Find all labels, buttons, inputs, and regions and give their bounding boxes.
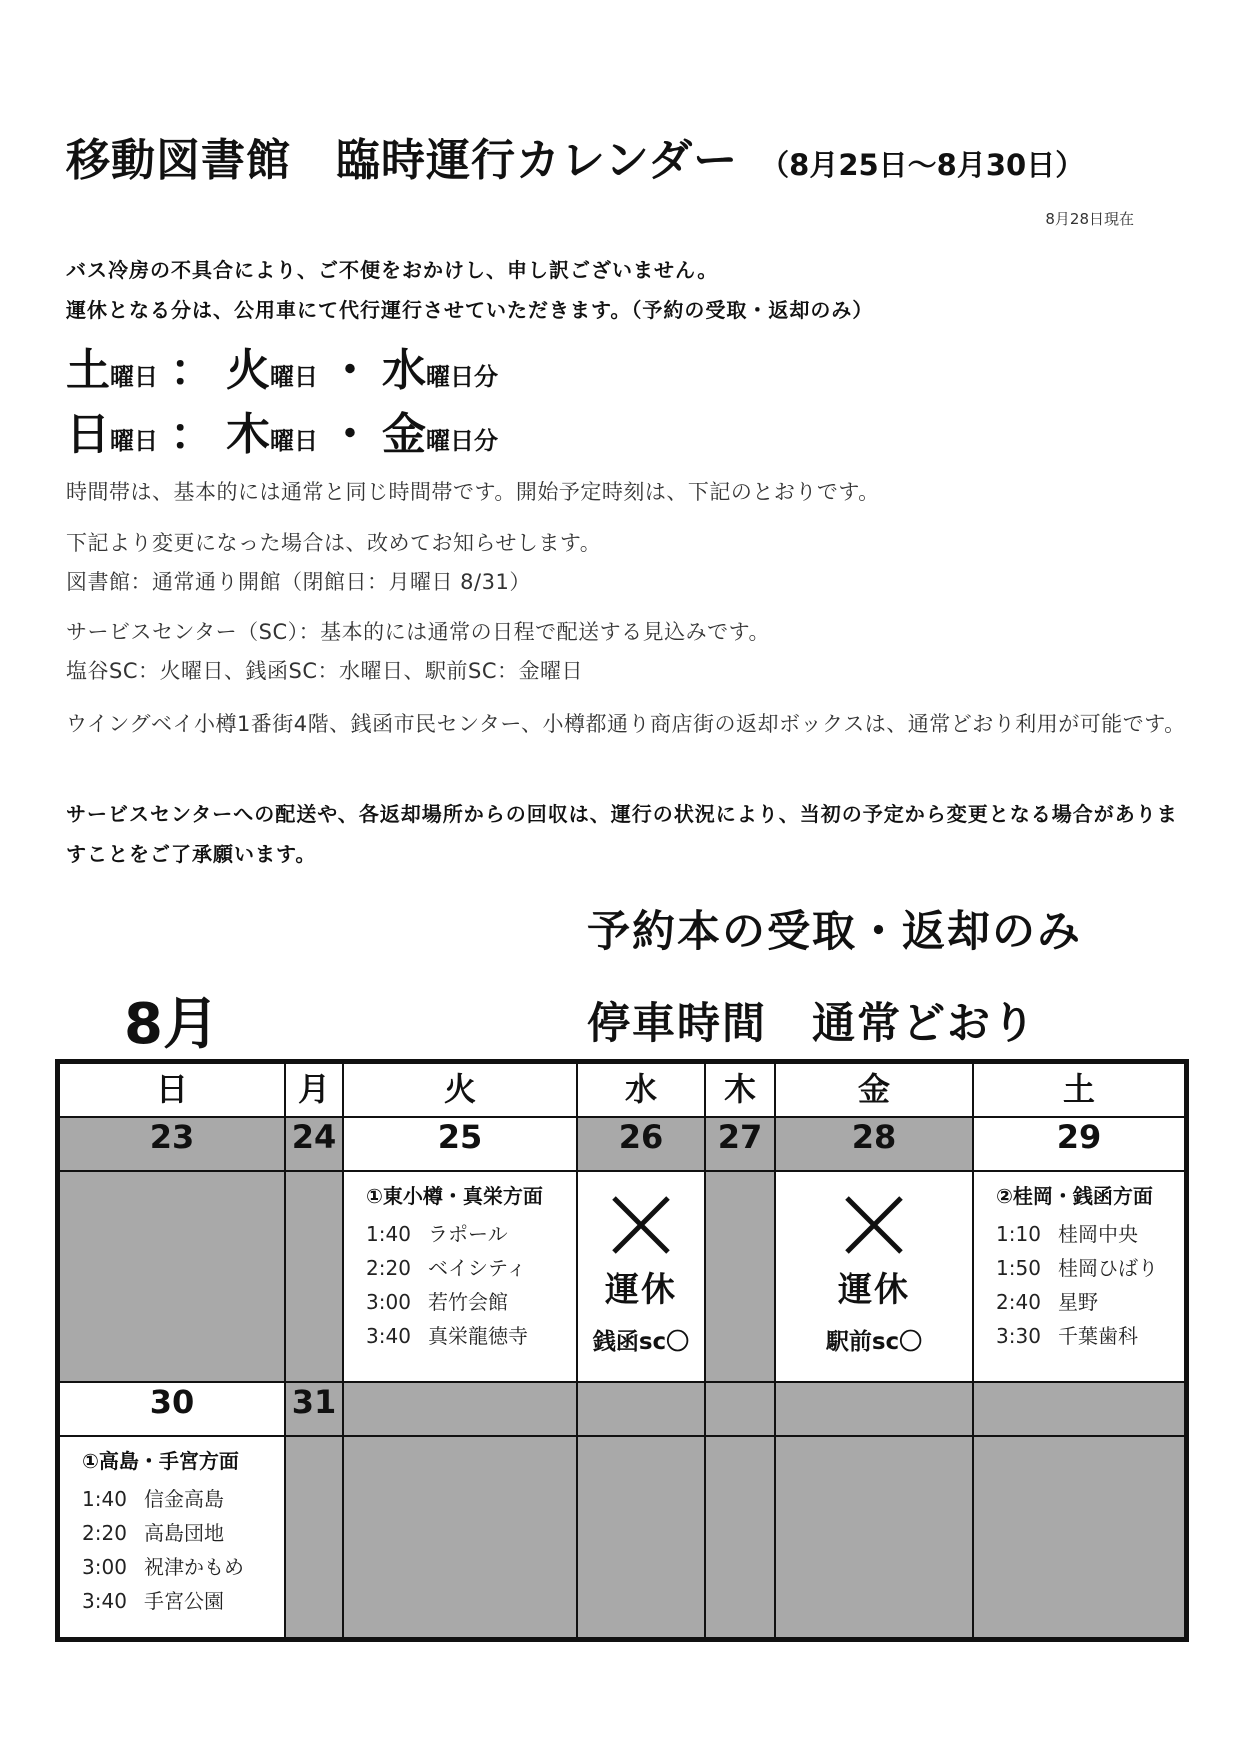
date-cell-empty: [343, 1382, 577, 1436]
pickup-return-heading: 予約本の受取・返却のみ: [587, 907, 1082, 957]
route-stop: [996, 1285, 1184, 1319]
day-content-empty: [577, 1436, 705, 1638]
route-stop: [996, 1251, 1184, 1285]
weekday-header: 木: [705, 1063, 775, 1117]
route-stop: [82, 1516, 284, 1550]
weekday-header: 金: [775, 1063, 973, 1117]
route-stop: [366, 1319, 576, 1353]
day-content-empty: [285, 1436, 343, 1638]
schedule-replaced-day-2-suffix: 曜日分: [426, 427, 498, 455]
service-center-days: 塩谷SC：火曜日、銭函SC：水曜日、駅前SC：金曜日: [66, 659, 583, 683]
stop-place: ベイシティ: [428, 1256, 527, 1280]
stop-place: 信金高島: [144, 1487, 224, 1511]
stop-place: 若竹会館: [428, 1290, 508, 1314]
stop-place: 桂岡ひばり: [1058, 1256, 1158, 1280]
as-of-date: 8月28日現在: [1045, 210, 1134, 228]
page-title: 移動図書館 臨時運行カレンダー: [66, 135, 739, 186]
schedule-colon: ：: [170, 345, 214, 396]
stop-place: 祝津かもめ: [144, 1555, 244, 1579]
route-stop: [366, 1217, 576, 1251]
schedule-replaced-day-1: 木: [226, 409, 270, 460]
schedule-line-sun: [66, 398, 498, 462]
date-cell: 27: [705, 1117, 775, 1171]
route-stop: [366, 1251, 576, 1285]
route-cell-sat29: [973, 1171, 1185, 1382]
route-stop: [996, 1319, 1184, 1353]
stop-time: 2:20: [366, 1256, 411, 1280]
date-cell: 23: [59, 1117, 285, 1171]
service-center-note: サービスセンター（SC）：基本的には通常の日程で配送する見込みです。: [66, 620, 770, 644]
stop-place: ラポール: [428, 1222, 508, 1246]
schedule-replaced-day-1-suffix: 曜日: [270, 363, 318, 391]
weekday-header: 火: [343, 1063, 577, 1117]
route-stop: [82, 1584, 284, 1618]
stop-time: 1:50: [996, 1256, 1041, 1280]
route-stop: [366, 1285, 576, 1319]
day-content-empty: [705, 1171, 775, 1382]
stop-place: 千葉歯科: [1058, 1324, 1138, 1348]
week2-content-row: [59, 1436, 1185, 1638]
route-cell-sun30: [59, 1436, 285, 1638]
change-note: 下記より変更になった場合は、改めてお知らせします。: [66, 531, 602, 555]
stop-time: 3:40: [366, 1324, 411, 1348]
week1-content-row: [59, 1171, 1185, 1382]
title-period: （8月25日～8月30日）: [760, 148, 1085, 182]
schedule-day: 日: [66, 409, 110, 460]
weekday-header: 日: [59, 1063, 285, 1117]
cancel-cell-wed26: [577, 1171, 705, 1382]
route-title: ②桂岡・銭函方面: [996, 1184, 1153, 1208]
route-stop: [82, 1550, 284, 1584]
day-content-empty: [705, 1436, 775, 1638]
stop-time: 1:10: [996, 1222, 1041, 1246]
date-cell-empty: [577, 1382, 705, 1436]
route-title: ①東小樽・真栄方面: [366, 1184, 543, 1208]
stop-time: 1:40: [366, 1222, 411, 1246]
cancel-label: 運休: [605, 1270, 677, 1310]
route-stop: [996, 1217, 1184, 1251]
schedule-line-sat: [66, 334, 498, 398]
weekday-header-row: [59, 1063, 1185, 1117]
cancel-x-icon: [843, 1194, 905, 1256]
date-cell: 28: [775, 1117, 973, 1171]
stop-time: 2:40: [996, 1290, 1041, 1314]
date-cell: 30: [59, 1382, 285, 1436]
date-cell: 24: [285, 1117, 343, 1171]
schedule-replaced-day-2-suffix: 曜日分: [426, 363, 498, 391]
schedule-day-suffix: 曜日: [110, 363, 158, 391]
library-note: 図書館：通常通り開館（閉館日：月曜日 8/31）: [66, 570, 531, 594]
stop-time: 1:40: [82, 1487, 127, 1511]
date-cell-empty: [973, 1382, 1185, 1436]
weekday-header: 土: [973, 1063, 1185, 1117]
stop-place: 高島団地: [144, 1521, 224, 1545]
time-note: 時間帯は、基本的には通常と同じ時間帯です。開始予定時刻は、下記のとおりです。: [66, 480, 880, 504]
route-title: ①高島・手宮方面: [82, 1449, 239, 1473]
schedule-separator: ・: [328, 409, 372, 460]
day-content-empty: [343, 1436, 577, 1638]
schedule-day: 土: [66, 345, 110, 396]
date-cell: 26: [577, 1117, 705, 1171]
stop-place: 星野: [1058, 1290, 1098, 1314]
schedule-replaced-day-1: 火: [226, 345, 270, 396]
weekday-header: 水: [577, 1063, 705, 1117]
stop-time-heading: 停車時間 通常どおり: [587, 999, 1037, 1049]
schedule-day-suffix: 曜日: [110, 427, 158, 455]
week1-date-row: [59, 1117, 1185, 1171]
stop-place: 真栄龍徳寺: [428, 1324, 528, 1348]
weekday-header: 月: [285, 1063, 343, 1117]
schedule-separator: ・: [328, 345, 372, 396]
day-content-empty: [285, 1171, 343, 1382]
caution-note: サービスセンターへの配送や、各返却場所からの回収は、運行の状況により、当初の予定から変更となる場合がありますことをご了承願います。: [66, 802, 1178, 866]
cancel-sc-note: 駅前sc〇: [825, 1329, 923, 1355]
cancel-x-icon: [610, 1194, 672, 1256]
stop-time: 2:20: [82, 1521, 127, 1545]
schedule-replaced-day-1-suffix: 曜日: [270, 427, 318, 455]
stop-place: 手宮公園: [144, 1589, 224, 1613]
substitute-text: 運休となる分は、公用車にて代行運行させていただきます。（予約の受取・返却のみ）: [66, 298, 874, 322]
route-stop: [82, 1482, 284, 1516]
cancel-cell-fri28: [775, 1171, 973, 1382]
return-box-note: ウイングベイ小樽1番街4階、銭函市民センター、小樽都通り商店街の返却ボックスは、通常どおり利用が可能です。: [66, 712, 1186, 736]
stop-place: 桂岡中央: [1058, 1222, 1138, 1246]
cancel-sc-note: 銭函sc〇: [592, 1329, 690, 1355]
stop-time: 3:00: [82, 1555, 127, 1579]
stop-time: 3:40: [82, 1589, 127, 1613]
schedule-replaced-day-2: 金: [382, 409, 426, 460]
date-cell: 25: [343, 1117, 577, 1171]
date-cell: 31: [285, 1382, 343, 1436]
page-title-block: [66, 124, 1084, 188]
day-content-empty: [775, 1436, 973, 1638]
date-cell: 29: [973, 1117, 1185, 1171]
cancel-label: 運休: [838, 1270, 910, 1310]
stop-time: 3:00: [366, 1290, 411, 1314]
calendar-table: [58, 1062, 1186, 1639]
stop-time: 3:30: [996, 1324, 1041, 1348]
apology-text: バス冷房の不具合により、ご不便をおかけし、申し訳ございません。: [66, 258, 719, 282]
date-cell-empty: [775, 1382, 973, 1436]
schedule-colon: ：: [170, 409, 214, 460]
schedule-replaced-day-2: 水: [382, 345, 426, 396]
date-cell-empty: [705, 1382, 775, 1436]
calendar-month: 8月: [124, 992, 219, 1057]
day-content-empty: [973, 1436, 1185, 1638]
day-content-empty: [59, 1171, 285, 1382]
route-cell-tue25: [343, 1171, 577, 1382]
week2-date-row: [59, 1382, 1185, 1436]
